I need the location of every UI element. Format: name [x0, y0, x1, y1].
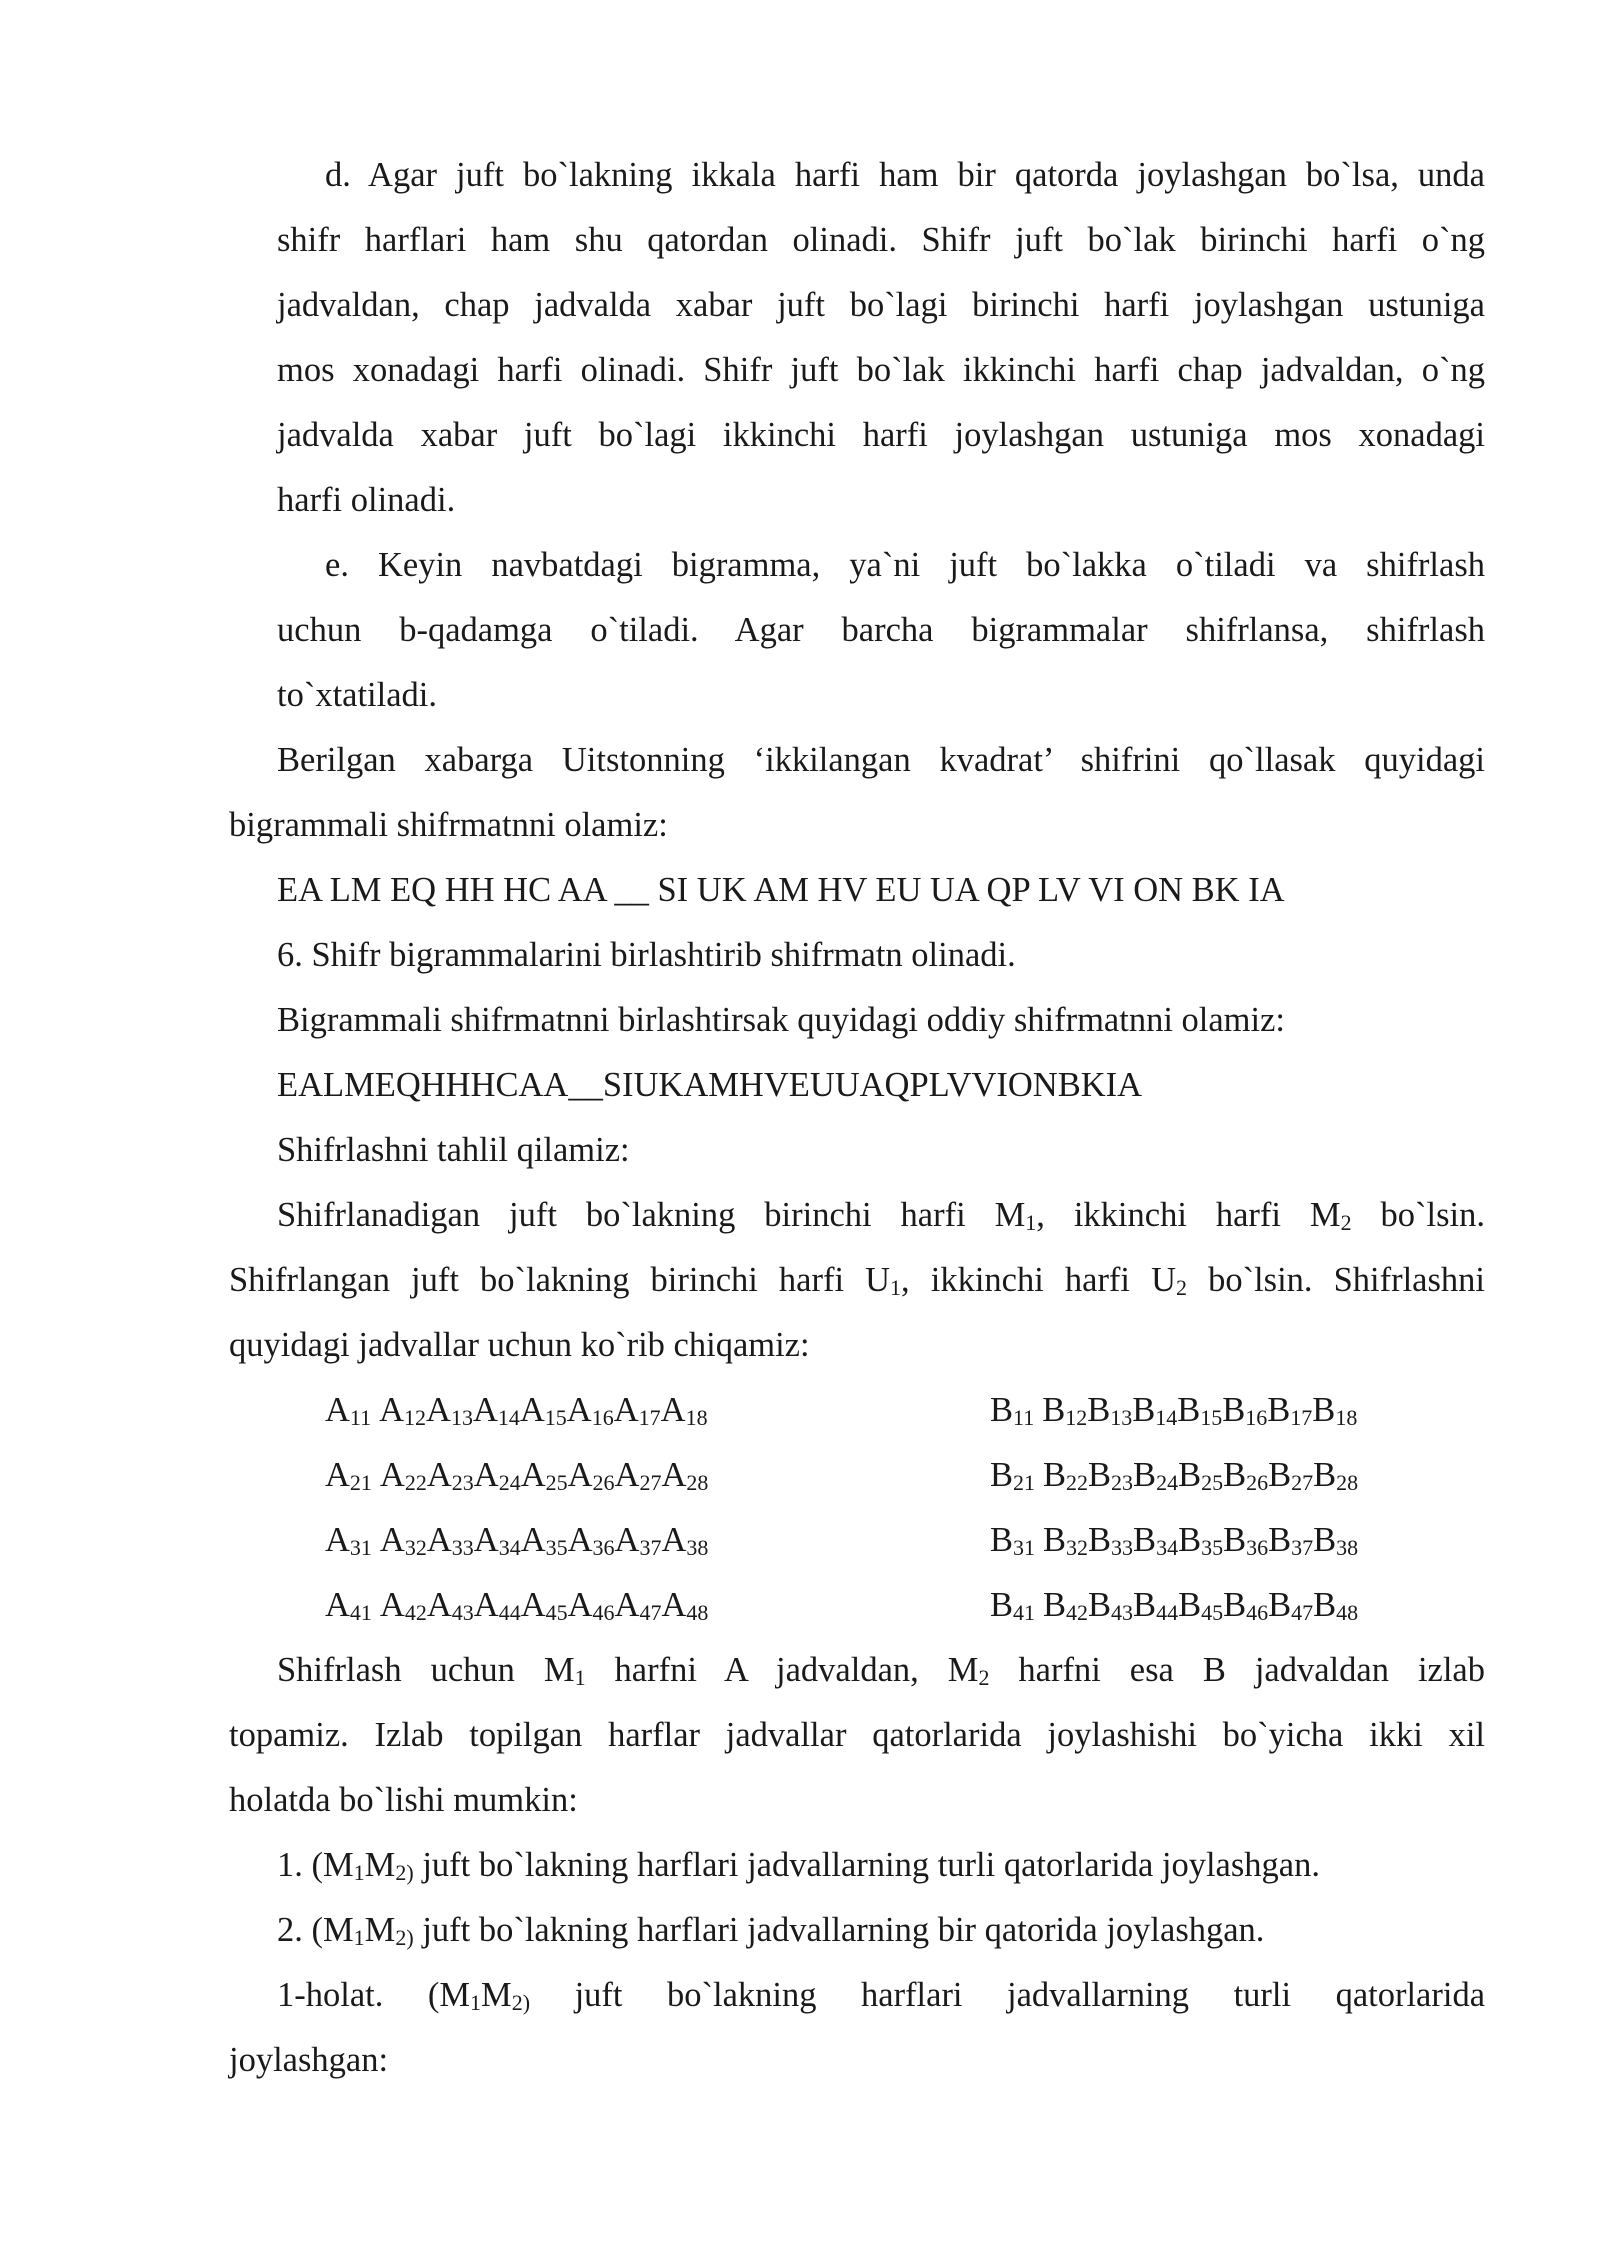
holat-1-continuation: joylashgan:: [229, 2041, 389, 2079]
matrix-b-cell: $B_{42}$: [1043, 1586, 1089, 1625]
matrix-b-cell: $B_{18}$: [1312, 1391, 1358, 1430]
matrix-b-cell: $B_{48}$: [1313, 1586, 1359, 1625]
rule-d-line-2: shifr harflari ham shu qatordan olinadi. Shifr juft bo`lak birinchi harfi o`ng: [277, 221, 1485, 259]
matrix-a-row: [325, 1453, 708, 1497]
matrix-b-cell: $B_{28}$: [1313, 1456, 1359, 1495]
matrix-b-cell: $B_{17}$: [1267, 1391, 1313, 1430]
matrix-b-cell: $B_{16}$: [1222, 1391, 1268, 1430]
matrix-a-cell: $A_{45}$: [520, 1586, 568, 1625]
matrix-a-cell: $A_{34}$: [473, 1521, 521, 1560]
matrix-a-cell: $A_{18}$: [660, 1391, 708, 1430]
matrix-b-cell: $B_{44}$: [1133, 1586, 1179, 1625]
matrix-a-cell: $A_{43}$: [426, 1586, 474, 1625]
matrix-b-cell: $B_{13}$: [1087, 1391, 1133, 1430]
matrix-a-cell: $A_{41}$: [325, 1586, 372, 1625]
case-2: 2. ($M_1M_{2)}$ juft bo`lakning harflari jadvallarning bir qatorida joylashgan.: [277, 1911, 1265, 1950]
matrix-a-cell: $A_{48}$: [661, 1586, 709, 1625]
matrix-a-row: [325, 1583, 708, 1627]
rule-e-line-3: to`xtatiladi.: [277, 676, 438, 714]
matrix-b-cell: $B_{35}$: [1178, 1521, 1224, 1560]
matrix-b-cell: $B_{23}$: [1088, 1456, 1134, 1495]
analysis-line-2: Shifrlangan juft bo`lakning birinchi harfi $U_1$, ikkinchi harfi $U_2$ bo`lsin. Shifrlashni: [229, 1261, 1486, 1300]
matrix-a-cell: $A_{33}$: [426, 1521, 474, 1560]
matrix-b-cell: $B_{22}$: [1043, 1456, 1089, 1495]
matrix-a-cell: $A_{21}$: [325, 1456, 372, 1495]
matrix-b-cell: $B_{12}$: [1042, 1391, 1088, 1430]
matrix-b-cell: $B_{31}$: [990, 1521, 1036, 1560]
matrix-b-cell: $B_{15}$: [1177, 1391, 1223, 1430]
matrix-b-cell: $B_{41}$: [990, 1586, 1036, 1625]
matrix-a-cell: $A_{38}$: [661, 1521, 709, 1560]
holat-1: 1-holat. ($M_1M_{2)}$ juft bo`lakning harflari jadvallarning turli qatorlarida: [277, 1976, 1486, 2015]
matrix-b-cell: $B_{24}$: [1133, 1456, 1179, 1495]
matrix-a-cell: $A_{32}$: [379, 1521, 427, 1560]
matrix-a-row: [325, 1388, 708, 1432]
rule-e-line-2: uchun b-qadamga o`tiladi. Agar barcha bigrammalar shifrlansa, shifrlash: [277, 611, 1485, 649]
search-line-2: topamiz. Izlab topilgan harflar jadvallar qatorlarida joylashishi bo`yicha ikki xil: [229, 1716, 1485, 1754]
analysis-title: Shifrlashni tahlil qilamiz:: [277, 1131, 630, 1169]
bigram-ciphertext: EA LM EQ HH HC AA __ SI UK AM HV EU UA QP LV VI ON BK IA: [277, 871, 1285, 909]
matrix-a-cell: $A_{25}$: [520, 1456, 568, 1495]
analysis-line-1: Shifrlanadigan juft bo`lakning birinchi harfi $M_1$, ikkinchi harfi $M_2$ bo`lsin.: [277, 1196, 1485, 1235]
matrix-b-cell: $B_{47}$: [1268, 1586, 1314, 1625]
matrix-a-cell: $A_{24}$: [473, 1456, 521, 1495]
matrix-a-cell: $A_{31}$: [325, 1521, 372, 1560]
case-1: 1. ($M_1M_{2)}$ juft bo`lakning harflari jadvallarning turli qatorlarida joylashgan.: [277, 1846, 1320, 1885]
matrix-a-cell: $A_{28}$: [661, 1456, 709, 1495]
matrix-b-cell: $B_{46}$: [1223, 1586, 1269, 1625]
matrix-b-row: [990, 1388, 1357, 1432]
matrix-a-cell: $A_{47}$: [614, 1586, 662, 1625]
matrix-b-cell: $B_{25}$: [1178, 1456, 1224, 1495]
matrix-a-cell: $A_{14}$: [472, 1391, 520, 1430]
analysis-line-3: quyidagi jadvallar uchun ko`rib chiqamiz:: [229, 1326, 810, 1364]
matrix-a-cell: $A_{44}$: [473, 1586, 521, 1625]
matrix-b-cell: $B_{37}$: [1268, 1521, 1314, 1560]
matrix-a-cell: $A_{22}$: [379, 1456, 427, 1495]
rule-d-line-5: jadvalda xabar juft bo`lagi ikkinchi harfi joylashgan ustuniga mos xonadagi: [277, 416, 1485, 454]
intro-line-2: bigrammali shifrmatnni olamiz:: [229, 806, 668, 844]
matrix-a-cell: $A_{17}$: [613, 1391, 661, 1430]
matrix-b-cell: $B_{26}$: [1223, 1456, 1269, 1495]
matrix-b-cell: $B_{14}$: [1132, 1391, 1178, 1430]
rule-d-line-3: jadvaldan, chap jadvalda xabar juft bo`lagi birinchi harfi joylashgan ustuniga: [277, 286, 1485, 324]
rule-e-line-1: e. Keyin navbatdagi bigramma, ya`ni juft bo`lakka o`tiladi va shifrlash: [325, 546, 1485, 584]
combined-ciphertext: EALMEQHHHCAA__SIUKAMHVEUUAQPLVVIONBKIA: [277, 1066, 1143, 1104]
matrix-b-cell: $B_{36}$: [1223, 1521, 1269, 1560]
matrix-b-cell: $B_{34}$: [1133, 1521, 1179, 1560]
matrix-a-cell: $A_{12}$: [379, 1391, 427, 1430]
matrix-b-cell: $B_{43}$: [1088, 1586, 1134, 1625]
matrix-a-cell: $A_{46}$: [567, 1586, 615, 1625]
matrix-a-cell: $A_{15}$: [519, 1391, 567, 1430]
step-6: 6. Shifr bigrammalarini birlashtirib shifrmatn olinadi.: [277, 936, 1016, 974]
matrix-b-cell: $B_{38}$: [1313, 1521, 1359, 1560]
matrix-a-row: [325, 1518, 708, 1562]
matrix-b-cell: $B_{21}$: [990, 1456, 1036, 1495]
matrix-b-cell: $B_{33}$: [1088, 1521, 1134, 1560]
rule-d-line-1: d. Agar juft bo`lakning ikkala harfi ham bir qatorda joylashgan bo`lsa, unda: [325, 156, 1485, 194]
matrix-b-cell: $B_{32}$: [1043, 1521, 1089, 1560]
matrix-a-cell: $A_{36}$: [567, 1521, 615, 1560]
matrix-b-cell: $B_{11}$: [990, 1391, 1035, 1430]
matrix-b-row: [990, 1453, 1358, 1497]
search-line-1: Shifrlash uchun $M_1$ harfni A jadvaldan, $M_2$ harfni esa B jadvaldan izlab: [277, 1651, 1485, 1690]
rule-d-line-4: mos xonadagi harfi olinadi. Shifr juft bo`lak ikkinchi harfi chap jadvaldan, o`ng: [277, 351, 1485, 389]
matrix-a-cell: $A_{13}$: [426, 1391, 473, 1430]
combine-intro: Bigrammali shifrmatnni birlashtirsak quyidagi oddiy shifrmatnni olamiz:: [277, 1001, 1285, 1039]
matrix-b-cell: $B_{27}$: [1268, 1456, 1314, 1495]
matrix-a-cell: $A_{35}$: [520, 1521, 568, 1560]
matrix-a-cell: $A_{23}$: [426, 1456, 474, 1495]
search-line-3: holatda bo`lishi mumkin:: [229, 1781, 578, 1819]
matrix-a-cell: $A_{16}$: [566, 1391, 614, 1430]
rule-d-line-6: harfi olinadi.: [277, 481, 456, 519]
matrix-b-cell: $B_{45}$: [1178, 1586, 1224, 1625]
matrix-a-cell: $A_{27}$: [614, 1456, 662, 1495]
matrix-a-cell: $A_{26}$: [567, 1456, 615, 1495]
matrix-b-row: [990, 1518, 1358, 1562]
matrix-b-row: [990, 1583, 1358, 1627]
intro-line-1: Berilgan xabarga Uitstonning ‘ikkilangan kvadrat’ shifrini qo`llasak quyidagi: [277, 741, 1485, 779]
matrix-a-cell: $A_{11}$: [325, 1391, 372, 1430]
matrix-a-cell: $A_{42}$: [379, 1586, 427, 1625]
matrix-a-cell: $A_{37}$: [614, 1521, 662, 1560]
